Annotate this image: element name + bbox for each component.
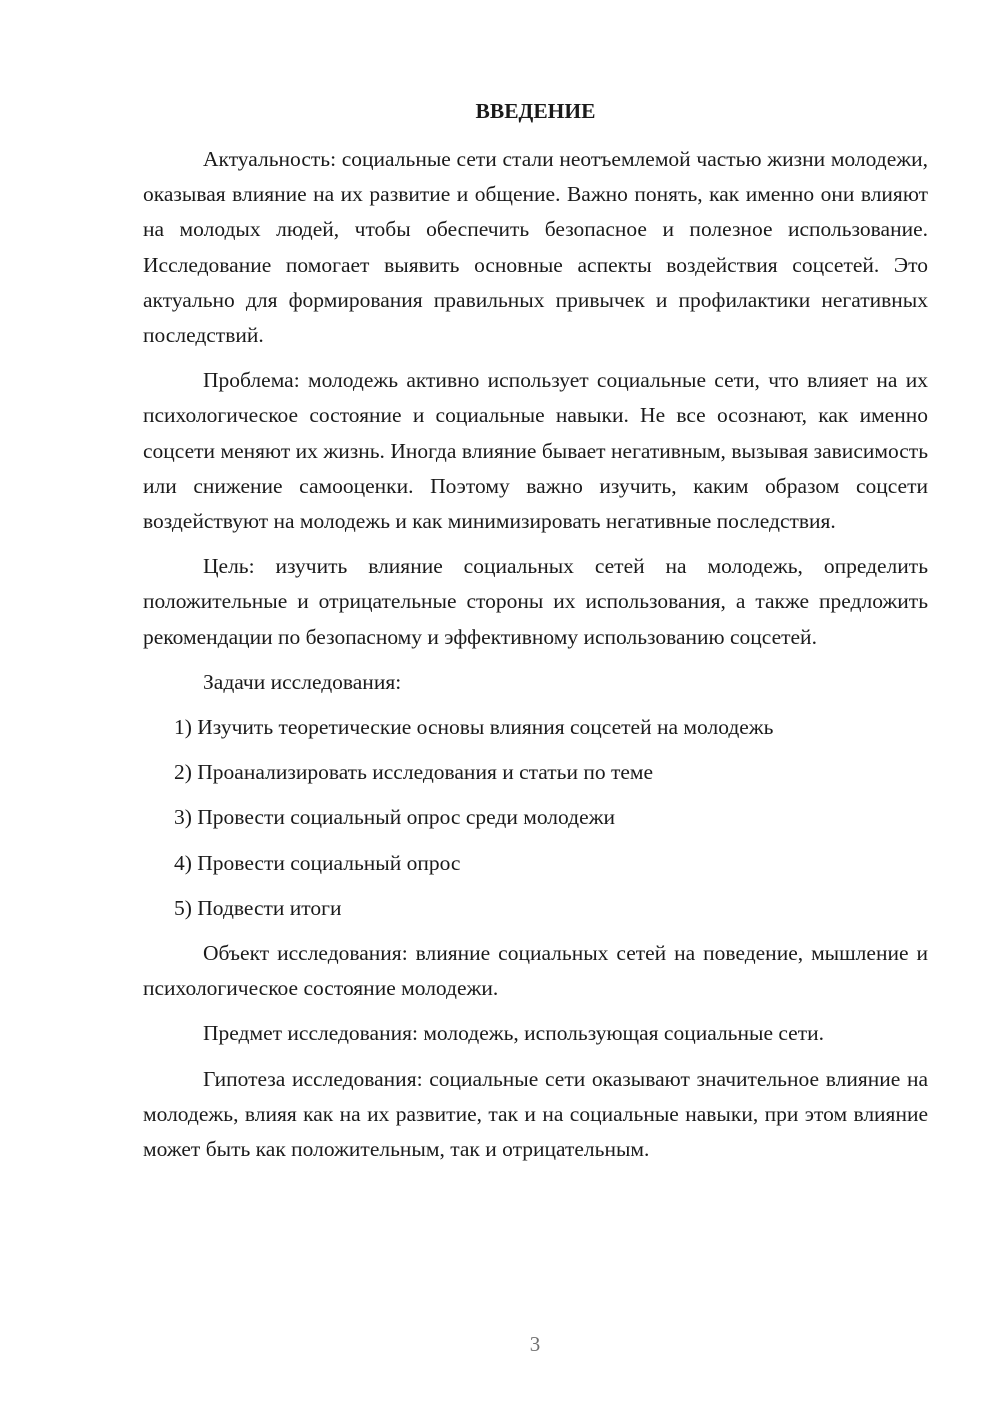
tasks-title: Задачи исследования: [203, 669, 402, 694]
page-content [143, 96, 928, 1167]
task-item: 5) Подвести итоги [174, 895, 342, 920]
paragraph-subject: Предмет исследования: молодежь, использующая социальные сети. [203, 1021, 824, 1046]
page-number: 3 [529, 1332, 541, 1356]
page-title: ВВЕДЕНИЕ [475, 99, 596, 123]
task-item: 4) Провести социальный опрос [174, 850, 461, 875]
paragraph-hypothesis: Гипотеза исследования: социальные сети оказывают значительное влияние на молодежь, влияя как на их развитие, так и на социальные навыки, при этом влияние может быть как положительным, так и отрицательным. [143, 1066, 928, 1162]
paragraph-relevance: Актуальность: социальные сети стали неотъемлемой частью жизни молодежи, оказывая влияние на их развитие и общение. Важно понять, как именно они влияют на молодых людей, чтобы обеспечить безопасное и полезное использование. Исследование помогает выявить основные аспекты воздействия соцсетей. Это актуально для формирования правильных привычек и профилактики негативных последствий. [143, 147, 928, 348]
task-item: 3) Провести социальный опрос среди молодежи [174, 805, 615, 830]
task-item: 1) Изучить теоретические основы влияния соцсетей на молодежь [174, 715, 774, 740]
paragraph-problem: Проблема: молодежь активно использует социальные сети, что влияет на их психологическое состояние и социальные навыки. Не все осознают, как именно соцсети меняют их жизнь. Иногда влияние бывает негативным, вызывая зависимость или снижение самооценки. Поэтому важно изучить, каким образом соцсети воздействуют на молодежь и как минимизировать негативные последствия. [143, 368, 928, 534]
task-item: 2) Проанализировать исследования и статьи по теме [174, 760, 654, 785]
paragraph-goal: Цель: изучить влияние социальных сетей на молодежь, определить положительные и отрицательные стороны их использования, а также предложить рекомендации по безопасному и эффективному использованию соцсетей. [143, 554, 928, 649]
paragraph-object: Объект исследования: влияние социальных сетей на поведение, мышление и психологическое состояние молодежи. [143, 941, 928, 1001]
